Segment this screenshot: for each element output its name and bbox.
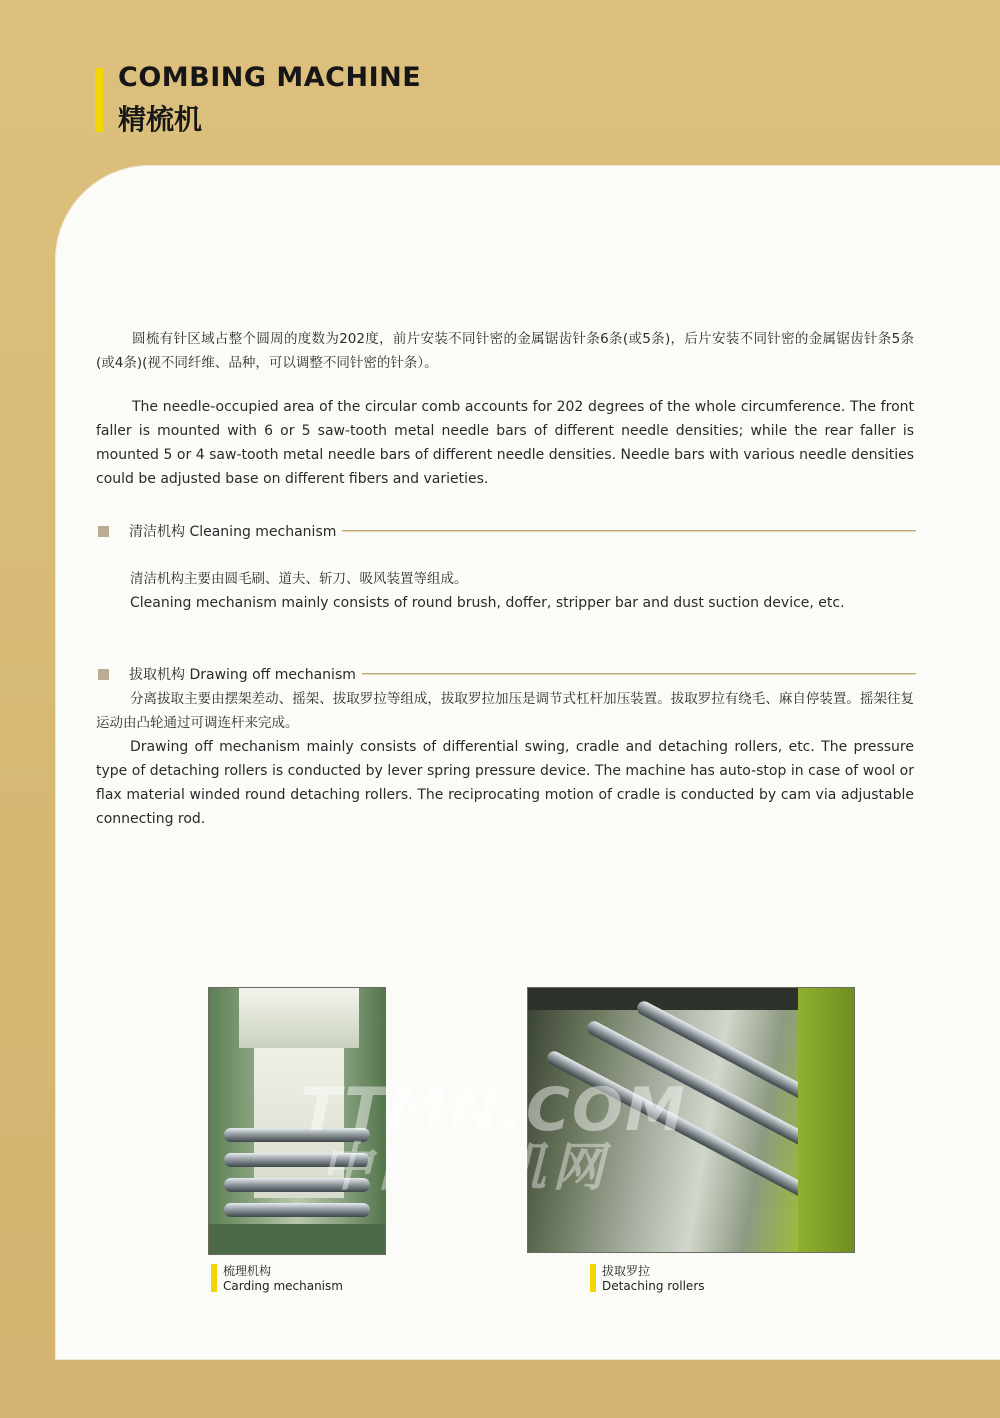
page-title-en: COMBING MACHINE — [118, 62, 422, 93]
figure-caption-zh: 梳理机构 — [223, 1264, 272, 1278]
intro-text-en: The needle-occupied area of the circular comb accounts for 202 degrees of the whole circumference. The front faller is mounted with 6 or 5 saw-tooth metal needle bars of different needle densities; while the rear faller is mounted 5 or 4 saw-tooth metal needle bars of different needle densities. Needle bars with various needle densities could be adjusted base on different fibers and varieties. — [96, 399, 914, 487]
drawing-off-text-zh: 分离拔取主要由摆架差动、摇架、拔取罗拉等组成，拔取罗拉加压是调节式杠杆加压装置。拔取罗拉有绕毛、麻自停装置。摇架往复运动由凸轮通过可调连杆来完成。 — [96, 691, 914, 731]
section-divider — [342, 530, 916, 532]
caption-accent-bar — [590, 1264, 596, 1292]
drawing-off-text-en: Drawing off mechanism mainly consists of differential swing, cradle and detaching rollers, etc. The pressure type of detaching rollers is conducted by lever spring pressure device. The machine has auto-stop in case of wool or flax material winded round detaching rollers. The reciprocating motion of cradle is conducted by cam via adjustable connecting rod. — [96, 739, 914, 827]
section-heading-drawing-off — [98, 664, 916, 684]
section-heading-cleaning — [98, 521, 916, 541]
figure-caption-zh: 拔取罗拉 — [602, 1264, 651, 1278]
intro-text-zh: 圆梳有针区域占整个圆周的度数为202度，前片安装不同针密的金属锯齿针条6条(或5条)，后片安装不同针密的金属锯齿针条5条(或4条)(视不同纤维、品种，可以调整不同针密的针条）。 — [96, 331, 914, 371]
figure-caption-en: Carding mechanism — [223, 1279, 343, 1293]
watermark-text: TTMN.COM — [300, 1075, 687, 1145]
title-accent-bar — [95, 68, 103, 132]
section-divider — [362, 673, 916, 675]
cleaning-text-en: Cleaning mechanism mainly consists of round brush, doffer, stripper bar and dust suction device, etc. — [130, 595, 845, 611]
bullet-square-icon — [98, 526, 109, 537]
caption-accent-bar — [211, 1264, 217, 1292]
figure-caption-en: Detaching rollers — [602, 1279, 705, 1293]
watermark-text-zh: 中国纺机网 — [320, 1138, 611, 1198]
section-title: 清洁机构 Cleaning mechanism — [129, 524, 337, 540]
cleaning-text-zh: 清洁机构主要由圆毛刷、道夫、斩刀、吸风装置等组成。 — [130, 571, 468, 587]
section-title: 拔取机构 Drawing off mechanism — [129, 667, 356, 683]
bullet-square-icon — [98, 669, 109, 680]
page-title-zh: 精梳机 — [118, 103, 203, 136]
